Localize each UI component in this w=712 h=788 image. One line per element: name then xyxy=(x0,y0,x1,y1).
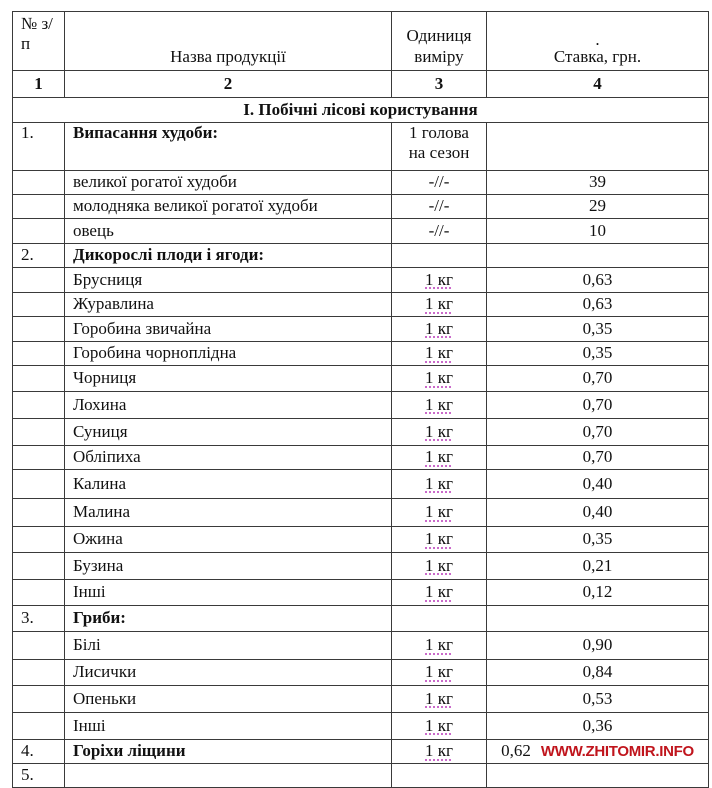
row-rate: 0,70 xyxy=(487,366,709,392)
row-product-name: великої рогатої худоби xyxy=(65,171,392,195)
unit-text: 1 кг xyxy=(425,582,453,602)
row-rate: 0,12 xyxy=(487,580,709,606)
row-number xyxy=(13,580,65,606)
row-number xyxy=(13,268,65,293)
row-product-name: Ожина xyxy=(65,527,392,553)
unit-text: 1 кг xyxy=(425,741,453,761)
row-unit xyxy=(392,686,487,713)
unit-text: 1 кг xyxy=(425,269,453,289)
row-rate: 0,63 xyxy=(487,268,709,293)
unit-text: 1 кг xyxy=(425,447,453,467)
table-row xyxy=(13,713,709,740)
row-product-name: Горобина чорноплідна xyxy=(65,342,392,366)
table-row xyxy=(13,632,709,660)
row-unit xyxy=(392,171,487,195)
unit-text: 1 кг xyxy=(425,529,453,549)
row-rate: 29 xyxy=(487,195,709,219)
row-rate: 0,70 xyxy=(487,392,709,419)
row-unit xyxy=(392,713,487,740)
unit-text: 1 кг xyxy=(425,635,453,655)
table-row xyxy=(13,244,709,268)
table-row xyxy=(13,764,709,788)
row-number xyxy=(13,632,65,660)
table-row xyxy=(13,606,709,632)
table-row xyxy=(13,419,709,446)
row-product-name: Гриби: xyxy=(65,606,392,632)
header-unit: Одиниця виміру xyxy=(392,12,487,71)
header-rate-dot: . xyxy=(595,29,600,49)
unit-text: 1 кг xyxy=(425,473,453,493)
row-rate: 0,21 xyxy=(487,553,709,580)
row-number xyxy=(13,419,65,446)
row-product-name: Суниця xyxy=(65,419,392,446)
row-number: 5. xyxy=(13,764,65,788)
row-number xyxy=(13,470,65,499)
unit-text: 1 кг xyxy=(425,688,453,708)
row-unit xyxy=(392,740,487,764)
unit-text: 1 кг xyxy=(425,662,453,682)
row-unit xyxy=(392,342,487,366)
row-number xyxy=(13,366,65,392)
unit-text: 1 кг xyxy=(425,394,453,414)
row-product-name: Інші xyxy=(65,713,392,740)
row-number xyxy=(13,686,65,713)
row-product-name: Дикорослі плоди і ягоди: xyxy=(65,244,392,268)
row-unit xyxy=(392,392,487,419)
row-rate: 0,70 xyxy=(487,446,709,470)
header-product-name: Назва продукції xyxy=(65,12,392,71)
row-product-name: овець xyxy=(65,219,392,244)
table-row xyxy=(13,392,709,419)
column-number-3: 3 xyxy=(392,71,487,98)
table-row xyxy=(13,527,709,553)
unit-text: 1 кг xyxy=(425,421,453,441)
row-rate: 0,62 xyxy=(501,741,531,761)
table-row xyxy=(13,366,709,392)
row-rate xyxy=(487,606,709,632)
table-row xyxy=(13,219,709,244)
row-unit xyxy=(392,606,487,632)
row-number xyxy=(13,195,65,219)
column-number-1: 1 xyxy=(13,71,65,98)
unit-text: 1 кг xyxy=(425,715,453,735)
row-rate: 0,90 xyxy=(487,632,709,660)
row-product-name: Лохина xyxy=(65,392,392,419)
row-number xyxy=(13,392,65,419)
row-rate: 0,84 xyxy=(487,660,709,686)
table-row xyxy=(13,123,709,171)
row-number xyxy=(13,527,65,553)
row-number: 2. xyxy=(13,244,65,268)
row-rate xyxy=(487,123,709,171)
row-rate-cell xyxy=(487,740,709,764)
row-product-name: Випасання худоби: xyxy=(65,123,392,171)
row-product-name: Чорниця xyxy=(65,366,392,392)
header-rate xyxy=(487,12,709,71)
row-number xyxy=(13,713,65,740)
row-unit xyxy=(392,553,487,580)
row-unit xyxy=(392,293,487,317)
rates-table xyxy=(12,11,709,788)
row-rate: 10 xyxy=(487,219,709,244)
unit-text: 1 кг xyxy=(425,502,453,522)
section-header-row xyxy=(13,98,709,123)
row-number xyxy=(13,219,65,244)
row-unit xyxy=(392,244,487,268)
row-rate: 0,35 xyxy=(487,527,709,553)
row-product-name: Бузина xyxy=(65,553,392,580)
row-product-name: Горіхи ліщини xyxy=(65,740,392,764)
row-number xyxy=(13,499,65,527)
row-unit xyxy=(392,470,487,499)
header-rate-label: Ставка, грн. xyxy=(553,46,642,66)
row-unit xyxy=(392,268,487,293)
table-row xyxy=(13,293,709,317)
row-rate: 0,35 xyxy=(487,317,709,342)
row-number xyxy=(13,342,65,366)
row-unit xyxy=(392,195,487,219)
row-unit xyxy=(392,499,487,527)
row-product-name: Білі xyxy=(65,632,392,660)
column-numbers-row xyxy=(13,71,709,98)
row-rate: 0,63 xyxy=(487,293,709,317)
row-rate: 0,40 xyxy=(487,470,709,499)
table-row xyxy=(13,342,709,366)
unit-text: 1 голова на сезон xyxy=(408,123,470,163)
rate-with-watermark xyxy=(495,741,700,761)
row-rate: 0,35 xyxy=(487,342,709,366)
row-rate: 39 xyxy=(487,171,709,195)
row-product-name xyxy=(65,764,392,788)
unit-text: -//- xyxy=(428,172,450,192)
section-title: І. Побічні лісові користування xyxy=(13,98,709,123)
table-row xyxy=(13,470,709,499)
table-header-row xyxy=(13,12,709,71)
row-number xyxy=(13,317,65,342)
row-unit xyxy=(392,419,487,446)
row-unit xyxy=(392,764,487,788)
row-product-name: Лисички xyxy=(65,660,392,686)
row-number xyxy=(13,446,65,470)
unit-text: -//- xyxy=(428,196,450,216)
row-unit xyxy=(392,527,487,553)
row-rate: 0,70 xyxy=(487,419,709,446)
row-rate: 0,40 xyxy=(487,499,709,527)
row-product-name: Брусниця xyxy=(65,268,392,293)
unit-text: 1 кг xyxy=(425,368,453,388)
table-row xyxy=(13,580,709,606)
row-product-name: Обліпиха xyxy=(65,446,392,470)
table-row xyxy=(13,740,709,764)
row-product-name: Інші xyxy=(65,580,392,606)
unit-text: 1 кг xyxy=(425,294,453,314)
row-rate xyxy=(487,764,709,788)
row-product-name: молодняка великої рогатої худоби xyxy=(65,195,392,219)
row-number xyxy=(13,171,65,195)
table-row xyxy=(13,660,709,686)
row-product-name: Опеньки xyxy=(65,686,392,713)
row-product-name: Горобина звичайна xyxy=(65,317,392,342)
row-product-name: Журавлина xyxy=(65,293,392,317)
table-row xyxy=(13,446,709,470)
row-unit xyxy=(392,660,487,686)
table-row xyxy=(13,499,709,527)
unit-text: 1 кг xyxy=(425,343,453,363)
row-rate xyxy=(487,244,709,268)
column-number-2: 2 xyxy=(65,71,392,98)
site-watermark: WWW.ZHITOMIR.INFO xyxy=(540,742,694,760)
column-number-4: 4 xyxy=(487,71,709,98)
row-number xyxy=(13,553,65,580)
row-unit xyxy=(392,366,487,392)
row-unit xyxy=(392,446,487,470)
table-row xyxy=(13,553,709,580)
table-row xyxy=(13,317,709,342)
table-row xyxy=(13,171,709,195)
table-row xyxy=(13,195,709,219)
row-product-name: Калина xyxy=(65,470,392,499)
unit-text: 1 кг xyxy=(425,555,453,575)
unit-text: 1 кг xyxy=(425,318,453,338)
row-unit xyxy=(392,219,487,244)
row-number xyxy=(13,660,65,686)
row-rate: 0,36 xyxy=(487,713,709,740)
row-number: 4. xyxy=(13,740,65,764)
row-number: 3. xyxy=(13,606,65,632)
row-unit xyxy=(392,580,487,606)
unit-text: -//- xyxy=(428,220,450,240)
row-number: 1. xyxy=(13,123,65,171)
row-product-name: Малина xyxy=(65,499,392,527)
row-unit xyxy=(392,317,487,342)
row-unit xyxy=(392,123,487,171)
row-unit xyxy=(392,632,487,660)
header-number: № з/п xyxy=(13,12,65,71)
row-rate: 0,53 xyxy=(487,686,709,713)
table-row xyxy=(13,686,709,713)
table-row xyxy=(13,268,709,293)
row-number xyxy=(13,293,65,317)
